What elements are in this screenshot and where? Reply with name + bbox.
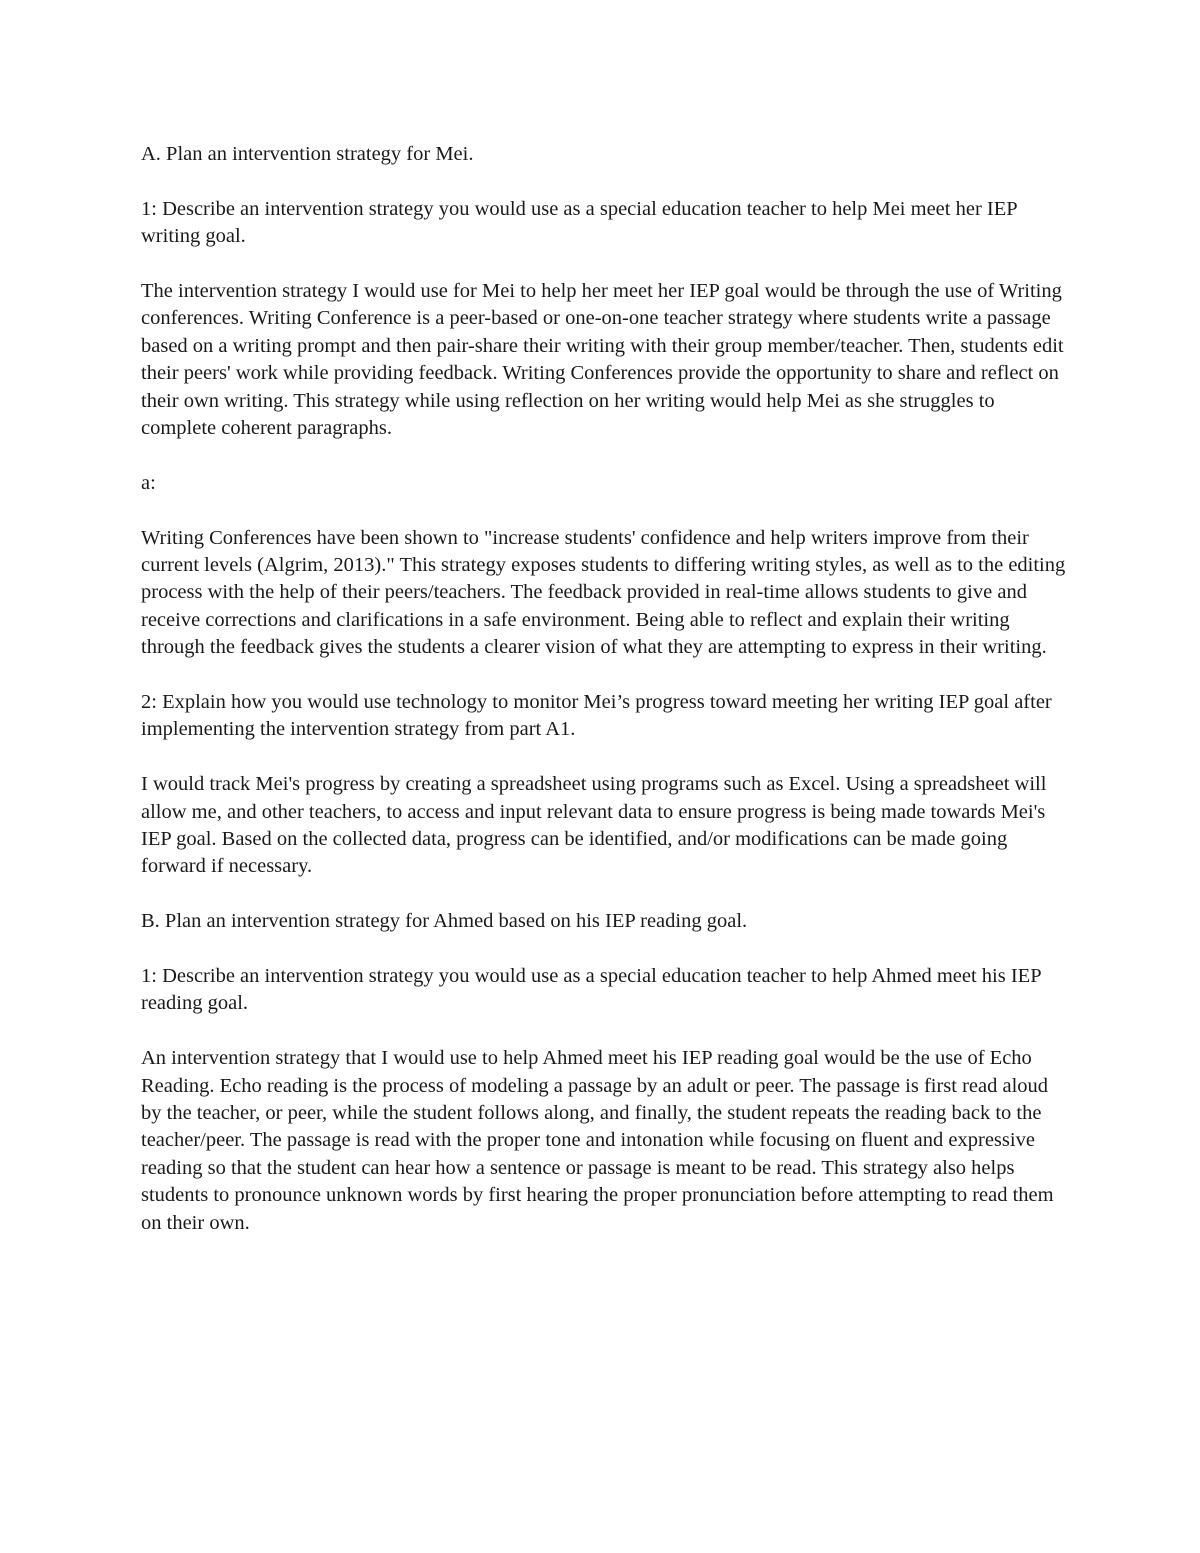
question-a2: 2: Explain how you would use technology to monitor Mei’s progress toward meeting her writing IEP goal after implementing the intervention strategy from part A1. <box>141 691 1052 741</box>
document-body <box>141 141 1066 1265</box>
question-a1: 1: Describe an intervention strategy you would use as a special education teacher to help Mei meet her IEP writing goal. <box>141 197 1017 248</box>
section-a-heading: A. Plan an intervention strategy for Mei. <box>141 143 474 165</box>
answer-a2: I would track Mei's progress by creating a spreadsheet using programs such as Excel. Using a spreadsheet will allow me, and other teachers, to access and input relevant data to ensure progress is being made towards Mei's IEP goal. Based on the collected data, progress can be identified, and/or modifications can be made going forward if necessary. <box>141 773 1047 878</box>
section-b-heading: B. Plan an intervention strategy for Ahmed based on his IEP reading goal. <box>141 910 748 933</box>
subsection-a-label: a: <box>141 471 156 494</box>
question-b1: 1: Describe an intervention strategy you would use as a special education teacher to help Ahmed meet his IEP reading goal. <box>141 965 1041 1015</box>
answer-a1: The intervention strategy I would use for Mei to help her meet her IEP goal would be through the use of Writing conferences. Writing Conference is a peer-based or one-on-one teacher strategy where students write a passage based on a writing prompt and then pair-share their writing with their group member/teacher. Then, students edit their peers' work while providing feedback. Writing Conferences provide the opportunity to share and reflect on their own writing. This strategy while using reflection on her writing would help Mei as she struggles to complete coherent paragraphs. <box>141 280 1064 440</box>
answer-a1a: Writing Conferences have been shown to "increase students' confidence and help writers improve from their current levels (Algrim, 2013)." This strategy exposes students to differing writing styles, as well as to the editing process with the help of their peers/teachers. The feedback provided in real-time allows students to give and receive corrections and clarifications in a safe environment. Being able to reflect and explain their writing through the feedback gives the students a clearer vision of what they are attempting to express in their writing. <box>141 526 1066 659</box>
answer-b1: An intervention strategy that I would use to help Ahmed meet his IEP reading goal would be the use of Echo Reading. Echo reading is the process of modeling a passage by an adult or peer. The passage is first read aloud by the teacher, or peer, while the student follows along, and finally, the student repeats the reading back to the teacher/peer. The passage is read with the proper tone and intonation while focusing on fluent and expressive reading so that the student can hear how a sentence or passage is meant to be read. This strategy also helps students to pronounce unknown words by first hearing the proper pronunciation before attempting to read them on their own. <box>141 1047 1054 1234</box>
